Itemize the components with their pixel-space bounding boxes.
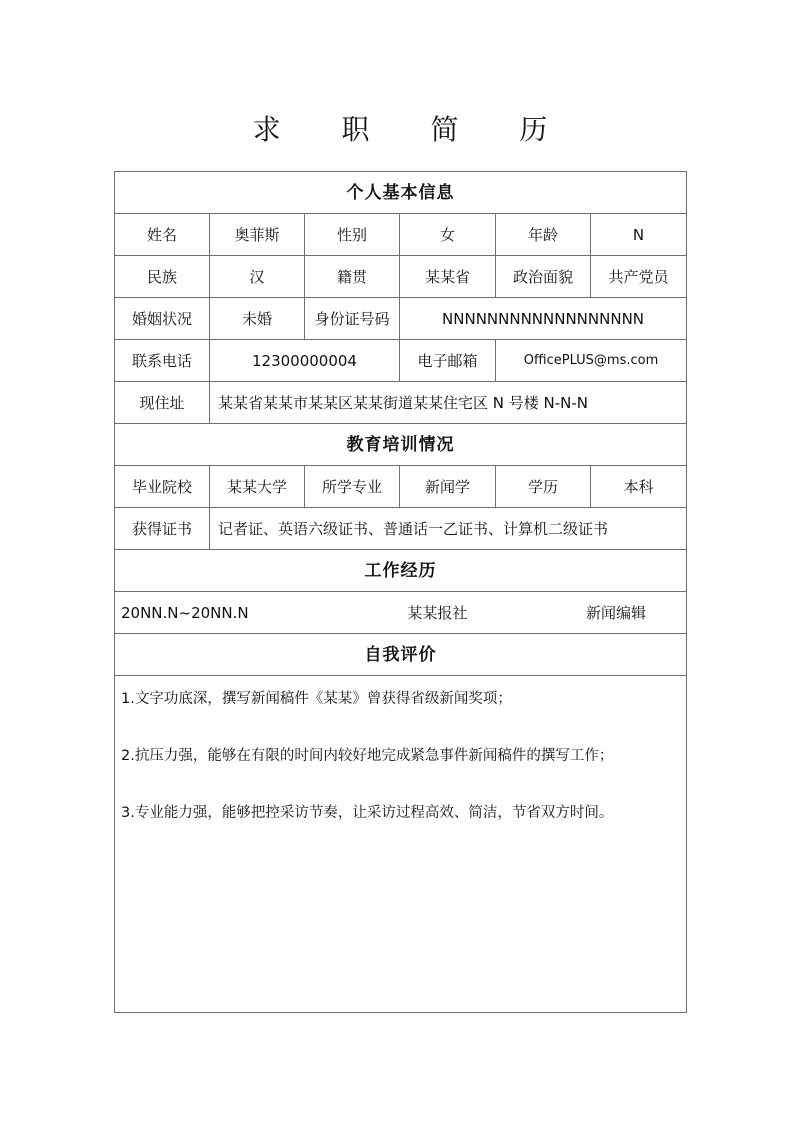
table-row bbox=[115, 676, 687, 1013]
section-education bbox=[115, 424, 687, 466]
section-heading-education: 教育培训情况 bbox=[115, 424, 687, 466]
section-basic-info bbox=[115, 172, 687, 214]
table-row bbox=[115, 508, 687, 550]
work-company: 某某报社 bbox=[407, 603, 468, 622]
table-row bbox=[115, 466, 687, 508]
work-position: 新闻编辑 bbox=[586, 603, 647, 622]
cert-value: 记者证、英语六级证书、普通话一乙证书、计算机二级证书 bbox=[210, 508, 687, 550]
self-eval-item: 1.文字功底深，撰写新闻稿件《某某》曾获得省级新闻奖项； bbox=[121, 691, 512, 707]
table-row bbox=[115, 340, 687, 382]
section-heading-basic: 个人基本信息 bbox=[115, 172, 687, 214]
age-label: 年龄 bbox=[496, 214, 591, 256]
work-entry bbox=[115, 592, 687, 634]
marital-value: 未婚 bbox=[210, 298, 305, 340]
cert-label: 获得证书 bbox=[115, 508, 210, 550]
name-label: 姓名 bbox=[115, 214, 210, 256]
section-heading-self-eval: 自我评价 bbox=[115, 634, 687, 676]
politics-label: 政治面貌 bbox=[496, 256, 591, 298]
table-row bbox=[115, 382, 687, 424]
origin-value: 某某省 bbox=[400, 256, 496, 298]
table-row bbox=[115, 256, 687, 298]
gender-label: 性别 bbox=[305, 214, 400, 256]
phone-label: 联系电话 bbox=[115, 340, 210, 382]
self-eval-content bbox=[115, 676, 687, 1013]
resume-title: 求 职 简 历 bbox=[252, 113, 574, 146]
email-label: 电子邮箱 bbox=[400, 340, 496, 382]
major-value: 新闻学 bbox=[400, 466, 496, 508]
id-value: NNNNNNNNNNNNNNNNNN bbox=[400, 298, 687, 340]
work-period: 20NN.N~20NN.N bbox=[121, 603, 249, 622]
origin-label: 籍贯 bbox=[305, 256, 400, 298]
gender-value: 女 bbox=[400, 214, 496, 256]
section-work bbox=[115, 550, 687, 592]
ethnicity-label: 民族 bbox=[115, 256, 210, 298]
address-label: 现住址 bbox=[115, 382, 210, 424]
table-row bbox=[115, 592, 687, 634]
table-row bbox=[115, 214, 687, 256]
marital-label: 婚姻状况 bbox=[115, 298, 210, 340]
section-heading-work: 工作经历 bbox=[115, 550, 687, 592]
phone-value: 12300000004 bbox=[210, 340, 400, 382]
name-value: 奥菲斯 bbox=[210, 214, 305, 256]
school-label: 毕业院校 bbox=[115, 466, 210, 508]
email-value: OfficePLUS@ms.com bbox=[496, 340, 687, 382]
resume-table bbox=[114, 171, 687, 1013]
ethnicity-value: 汉 bbox=[210, 256, 305, 298]
self-eval-item: 2.抗压力强，能够在有限的时间内较好地完成紧急事件新闻稿件的撰写工作； bbox=[121, 748, 614, 764]
section-self-eval bbox=[115, 634, 687, 676]
major-label: 所学专业 bbox=[305, 466, 400, 508]
degree-value: 本科 bbox=[591, 466, 687, 508]
degree-label: 学历 bbox=[496, 466, 591, 508]
school-value: 某某大学 bbox=[210, 466, 305, 508]
table-row bbox=[115, 298, 687, 340]
age-value: N bbox=[591, 214, 687, 256]
politics-value: 共产党员 bbox=[591, 256, 687, 298]
id-label: 身份证号码 bbox=[305, 298, 400, 340]
address-value: 某某省某某市某某区某某街道某某住宅区 N 号楼 N-N-N bbox=[210, 382, 687, 424]
self-eval-item: 3.专业能力强，能够把控采访节奏，让采访过程高效、简洁，节省双方时间。 bbox=[121, 805, 614, 821]
